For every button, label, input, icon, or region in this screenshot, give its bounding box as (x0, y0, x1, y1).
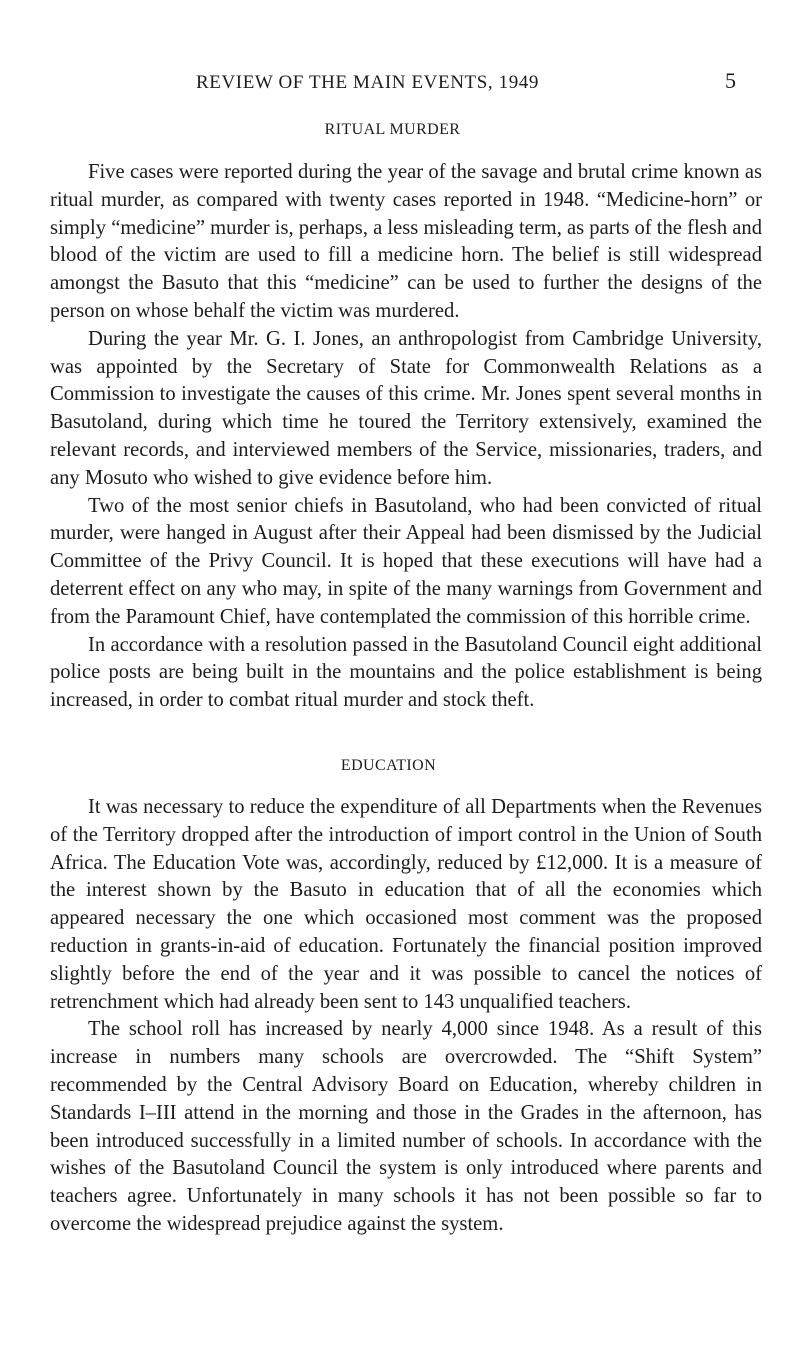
page-number: 5 (725, 68, 736, 93)
running-head: REVIEW OF THE MAIN EVENTS, 1949 (196, 72, 539, 93)
paragraph: During the year Mr. G. I. Jones, an anthropologist from Cambridge University, was appointed by the Secretary of State for Commonwealth Relations as a Commission to investigate the causes of this crime. Mr. Jones spent several months in Basutoland, during which time he toured the Territory extensively, examined the relevant records, and interviewed members of the Service, missionaries, traders, and any Mosuto who wished to give evidence before him. (50, 327, 762, 489)
paragraph: In accordance with a resolution passed in the Basutoland Council eight additional police posts are being built in the mountains and the police establishment is being increased, in order to combat ritual murder and stock theft. (50, 633, 762, 712)
paragraph: The school roll has increased by nearly 4,000 since 1948. As a result of this increase in numbers many schools are overcrowded. The “Shift System” recommended by the Central Advisory Board on Education, whereby children in Standards I–III attend in the morning and those in the Grades in the afternoon, has been introduced successfully in a limited number of schools. In accordance with the wishes of the Basutoland Council the system is only introduced where parents and teachers agree. Unfortunately in many schools it has not been possible so far to overcome the widespread prejudice against the system. (50, 1018, 762, 1235)
paragraph: Five cases were reported during the year of the savage and brutal crime known as ritual murder, as compared with twenty cases reported in 1948. “Medicine-horn” or simply “medicine” murder is, perhaps, a less misleading term, as parts of the flesh and blood of the victim are used to fill a medicine horn. The belief is still widespread amongst the Basuto that this “medicine” can be used to further the designs of the person on whose behalf the victim was murdered. (50, 161, 763, 322)
section-heading-ritual-murder: RITUAL MURDER (324, 121, 461, 138)
paragraph: It was necessary to reduce the expenditure of all Departments when the Revenues of the Territory dropped after the introduction of import control in the Union of South Africa. The Education Vote was, accordingly, reduced by £12,000. It is a measure of the interest shown by the Basuto in education that of all the economies which appeared necessary the one which occasioned most comment was the proposed reduction in grants-in-aid of education. Fortunately the financial position improved slightly before the end of the year and it was possible to cancel the notices of retrenchment which had already been sent to 143 unqualified teachers. (50, 796, 762, 1013)
paragraph: Two of the most senior chiefs in Basutoland, who had been convicted of ritual murder, were hanged in August after their Appeal had been dismissed by the Judicial Committee of the Privy Council. It is hoped that these executions will have had a deterrent effect on any who may, in spite of the many warnings from Government and from the Paramount Chief, have contemplated the commission of this horrible crime. (50, 494, 762, 628)
section-heading-education: EDUCATION (340, 757, 437, 774)
section-body-education (50, 794, 762, 1239)
section-body-ritual-murder (50, 159, 762, 715)
